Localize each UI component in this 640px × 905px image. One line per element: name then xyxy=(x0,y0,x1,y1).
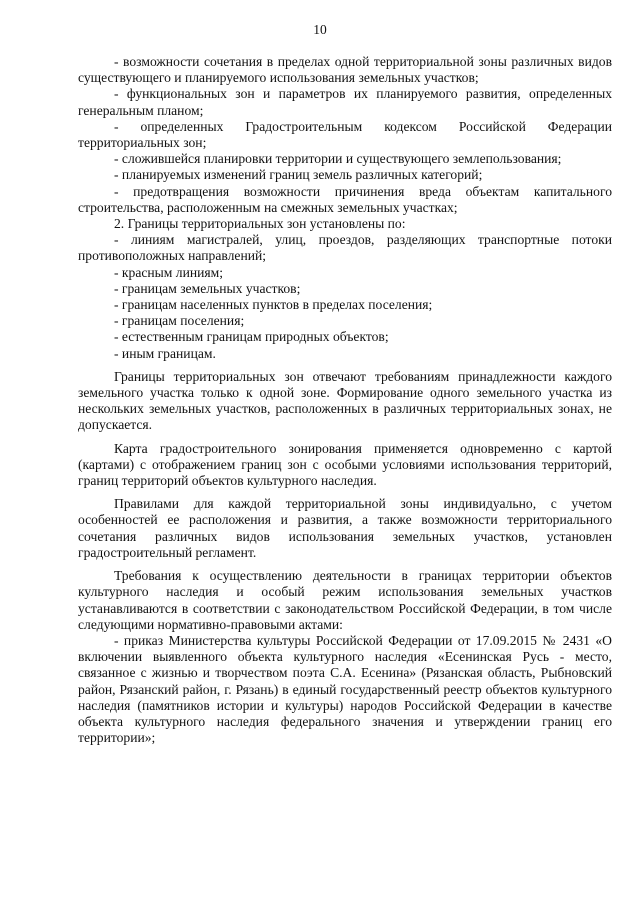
paragraph-town-planning-code: - определенных Градостроительным кодексом Российской Федерации территориальных зон; xyxy=(78,118,612,151)
paragraph-land-category-changes: - планируемых изменений границ земель различных категорий; xyxy=(114,167,483,183)
paragraph-single-zone-requirement: Границы территориальных зон отвечают требованиям принадлежности каждого земельного участка только к одной зоне. Формирование одного земельного участка из нескольких земельных участков, расположенных в различных территориальных зонах, не допускается. xyxy=(78,368,612,433)
page-number: 10 xyxy=(313,22,327,37)
paragraph-harm-prevention: - предотвращения возможности причинения вреда объектам капитального строительства, расположенным на смежных земельных участках; xyxy=(78,183,612,215)
paragraph-ministry-order: - приказ Министерства культуры Российской Федерации от 17.09.2015 № 2431 «О включении выявленного объекта культурного наследия «Есенинская Русь - место, связанное с жизнью и творчеством поэта С.А. Есенина» (Рязанская область, Рыбновский район, Рязанский район, г. Рязань) в единый государственный реестр объектов культурного наследия (памятников истории и культуры) народов Российской Федерации в качестве объекта культурного наследия федерального значения и утверждении границ его территории»; xyxy=(78,632,612,746)
paragraph-land-plot-boundaries: - границам земельных участков; xyxy=(114,280,301,296)
paragraph-existing-layout: - сложившейся планировки территории и существующего землепользования; xyxy=(114,151,562,167)
paragraph-cultural-heritage-requirements: Требования к осуществлению деятельности в границах территории объектов культурного наследия и особый режим использования земельных участков устанавливаются в соответствии с законодательством Российской Федерации, в том числе следующими нормативно-правовыми актами: xyxy=(78,568,612,632)
paragraph-settlement-boundaries: - границам населенных пунктов в пределах поселения; xyxy=(114,297,433,313)
document-body xyxy=(78,54,612,746)
paragraph-natural-boundaries: - естественным границам природных объектов; xyxy=(114,329,389,345)
paragraph-zone-boundaries-heading: 2. Границы территориальных зон установлены по: xyxy=(114,216,406,232)
paragraph-highways: - линиям магистралей, улиц, проездов, разделяющих транспортные потоки противоположных направлений; xyxy=(78,232,612,264)
paragraph-red-lines: - красным линиям; xyxy=(114,264,224,280)
paragraph-combination-of-uses: - возможности сочетания в пределах одной территориальной зоны различных видов существующего и планируемого использования земельных участков; xyxy=(78,54,612,86)
paragraph-urban-regulations: Правилами для каждой территориальной зоны индивидуально, с учетом особенностей ее расположения и развития, а также возможности территориального сочетания различных видов использования земельных участков, установлен градостроительный регламент. xyxy=(78,496,612,560)
paragraph-municipality-boundaries: - границам поселения; xyxy=(114,313,245,329)
paragraph-other-boundaries: - иным границам. xyxy=(114,345,216,361)
paragraph-zoning-map: Карта градостроительного зонирования применяется одновременно с картой (картами) с отображением границ зон с особыми условиями использования территорий, границ территорий объектов культурного наследия. xyxy=(78,440,612,489)
paragraph-functional-zones: - функциональных зон и параметров их планируемого развития, определенных генеральным планом; xyxy=(78,86,612,118)
